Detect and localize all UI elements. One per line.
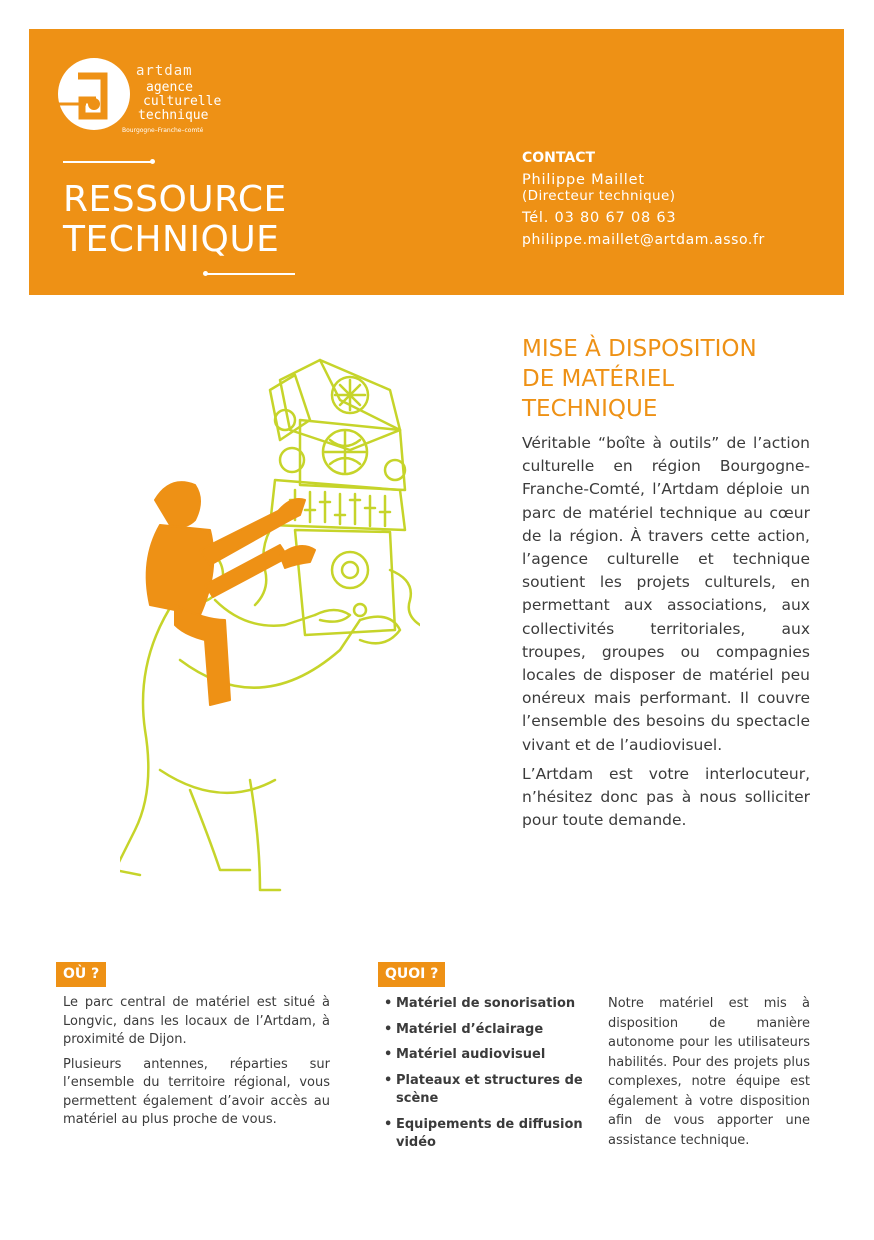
- bullet-icon: •: [384, 1072, 393, 1088]
- intro-text: [522, 432, 810, 838]
- contact-heading: CONTACT: [522, 150, 596, 166]
- title-rule-bottom: [205, 273, 295, 275]
- page-title: [63, 180, 287, 260]
- page-title-line-2: TECHNIQUE: [63, 219, 280, 260]
- contact-phone[interactable]: Tél. 03 80 67 08 63: [522, 210, 677, 226]
- quoi-item-label: Plateaux et structures de scène: [396, 1072, 583, 1106]
- list-item: [384, 995, 594, 1014]
- intro-paragraph-1: Véritable “boîte à outils” de l’action culturelle en région Bourgogne-Franche-Comté, l’Artdam déploie un parc de matériel technique au cœur de la région. À travers cette action, l’agence culturelle et technique soutient les projets culturels, en permettant aux associations, aux collectivités territoriales, aux troupes, groupes ou compagnies locales de disposer de matériel peu onéreux mais performant. Il couvre l’ensemble des besoins du spectacle vivant et de l’audiovisuel.: [522, 434, 810, 754]
- logo-word-technique: technique: [138, 108, 209, 123]
- section-title: [522, 334, 757, 424]
- list-item: [384, 1072, 594, 1109]
- logo-region: Bourgogne–Franche–comté: [122, 127, 204, 134]
- bullet-icon: •: [384, 1116, 393, 1132]
- contact-block: [522, 150, 765, 248]
- title-rule-top-dot: [150, 159, 155, 164]
- quoi-item-label: Matériel de sonorisation: [396, 996, 576, 1011]
- intro-paragraph-2: L’Artdam est votre interlocuteur, n’hésitez donc pas à nous solliciter pour toute demande.: [522, 764, 810, 830]
- artdam-logo-icon: [56, 56, 136, 136]
- quoi-item-label: Matériel d’éclairage: [396, 1021, 544, 1037]
- page-title-line-1: RESSOURCE: [63, 179, 287, 220]
- quoi-list: [384, 995, 594, 1160]
- logo-word-artdam: artdam: [136, 63, 193, 79]
- quoi-label: QUOI ?: [378, 962, 445, 987]
- ou-text: [63, 994, 330, 1136]
- quoi-item-label: Equipements de diffusion vidéo: [396, 1116, 583, 1150]
- logo-word-agence: agence: [146, 80, 193, 95]
- quoi-note: Notre matériel est mis à disposition de manière autonome pour les utilisateurs habilités. Pour des projets plus complexes, notre équipe est également à votre disposition afin de vous apporter une assistance technique.: [608, 996, 810, 1148]
- section-title-line-3: TECHNIQUE: [522, 396, 658, 422]
- bullet-icon: •: [384, 1047, 393, 1062]
- ou-paragraph-2: Plusieurs antennes, réparties sur l’ensemble du territoire régional, vous permettent également d’avoir accès au matériel au plus proche de vous.: [63, 1056, 330, 1127]
- contact-email[interactable]: philippe.maillet@artdam.asso.fr: [522, 232, 765, 248]
- ou-paragraph-1: Le parc central de matériel est situé à Longvic, dans les locaux de l’Artdam, à proximité de Dijon.: [63, 995, 330, 1047]
- logo-word-culturelle: culturelle: [143, 94, 222, 109]
- person-carrying-equipment-illustration: [120, 350, 420, 895]
- title-rule-bottom-dot: [203, 271, 208, 276]
- bullet-icon: •: [384, 1021, 393, 1037]
- section-title-line-2: DE MATÉRIEL: [522, 366, 675, 392]
- bullet-icon: •: [384, 996, 393, 1011]
- quoi-item-label: Matériel audiovisuel: [396, 1047, 546, 1062]
- artdam-logo: [56, 56, 226, 146]
- list-item: [384, 1116, 594, 1153]
- contact-role: (Directeur technique): [522, 188, 676, 204]
- title-rule-top: [63, 161, 153, 163]
- list-item: [384, 1046, 594, 1065]
- list-item: [384, 1021, 594, 1040]
- section-title-line-1: MISE À DISPOSITION: [522, 336, 757, 362]
- contact-name: Philippe Maillet: [522, 172, 645, 188]
- ou-label: OÙ ?: [56, 962, 106, 987]
